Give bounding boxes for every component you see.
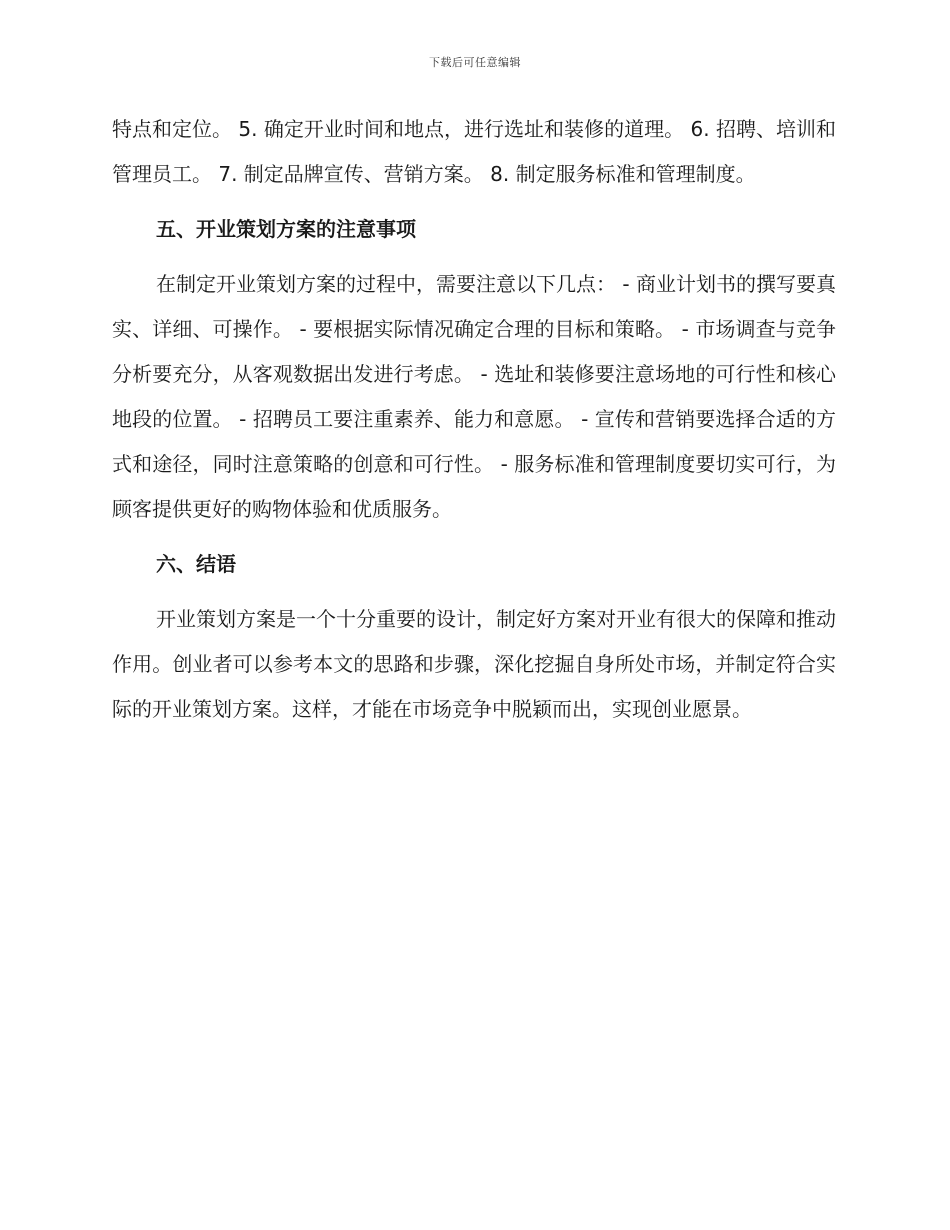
header-note: 下载后可任意编辑 <box>429 56 521 69</box>
section-heading-6: 六、结语 <box>156 552 236 576</box>
paragraph-continued: 特点和定位。 5. 确定开业时间和地点，进行选址和装修的道理。 6. 招聘、培训和管理员工。 7. 制定品牌宣传、营销方案。 8. 制定服务标准和管理制度。 <box>112 117 836 186</box>
document-body <box>112 107 836 742</box>
section-heading-5: 五、开业策划方案的注意事项 <box>156 217 416 241</box>
paragraph-section-6: 开业策划方案是一个十分重要的设计，制定好方案对开业有很大的保障和推动作用。创业者可以参考本文的思路和步骤，深化挖掘自身所处市场，并制定符合实际的开业策划方案。这样，才能在市场竞争中脱颖而出，实现创业愿景。 <box>112 607 836 721</box>
paragraph-section-5: 在制定开业策划方案的过程中，需要注意以下几点： - 商业计划书的撰写要真实、详细、可操作。 - 要根据实际情况确定合理的目标和策略。 - 市场调查与竞争分析要充分，从客观数据出发进行考虑。 - 选址和装修要注意场地的可行性和核心地段的位置。 - 招聘员工要注重素养、能力和意愿。 - 宣传和营销要选择合适的方式和途径，同时注意策略的创意和可行性。 - 服务标准和管理制度要切实可行，为顾客提供更好的购物体验和优质服务。 <box>112 272 836 521</box>
